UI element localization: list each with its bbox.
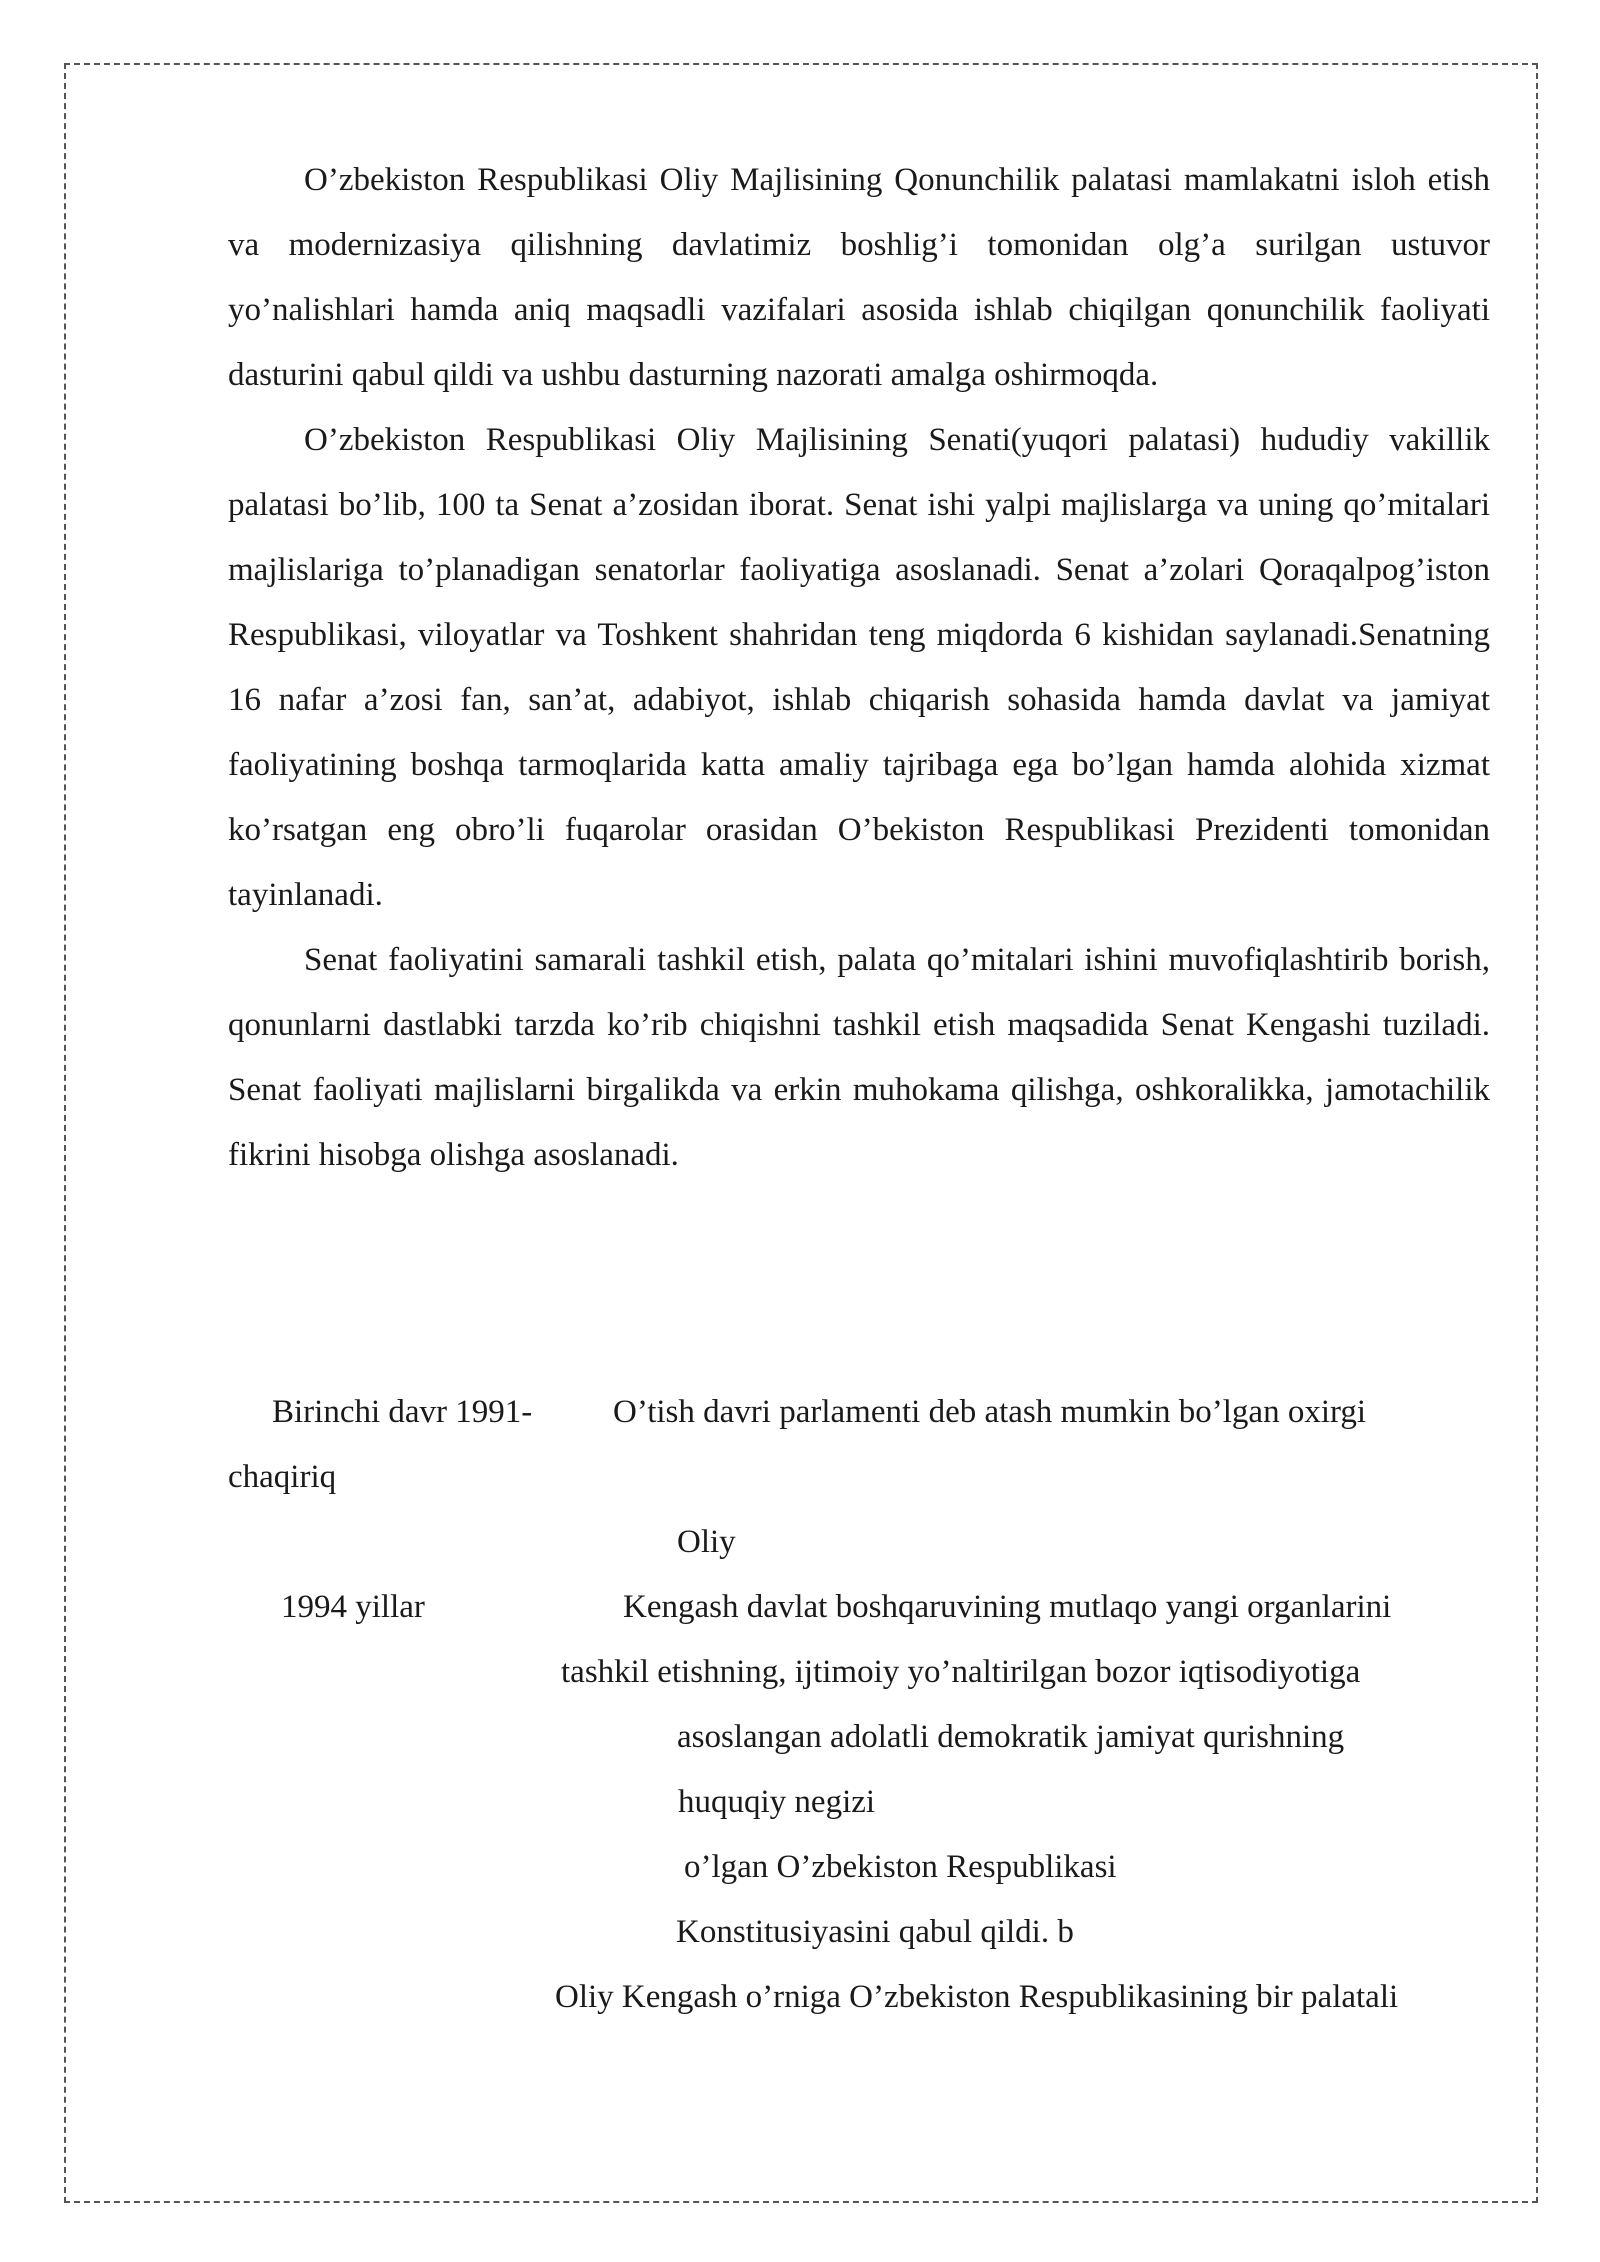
document-body [228, 148, 1490, 1188]
period-description-line: Kengash davlat boshqaruvining mutlaqo yangi organlarini [623, 1589, 1392, 1625]
period-years: 1994 yillar [281, 1589, 425, 1625]
period-label: Birinchi davr 1991- [272, 1394, 533, 1430]
paragraph-senat-kengashi: Senat faoliyatini samarali tashkil etish, palata qo’mitalari ishini muvofiqlashtirib borish, qonunlarni dastlabki tarzda ko’rib chiqishni tashkil etish maqsadida Senat Kengashi tuziladi. Senat faoliyati majlislarni birgalikda va erkin muhokama qilishga, oshkoralikka, jamotachilik fikrini hisobga olishga asoslanadi. [228, 942, 1490, 1173]
period-description-line: tashkil etishning, ijtimoiy yo’naltirilgan bozor iqtisodiyotiga [561, 1654, 1361, 1690]
period-label-continuation: chaqiriq [228, 1459, 337, 1495]
period-description-line: O’tish davri parlamenti deb atash mumkin bo’lgan oxirgi [613, 1394, 1367, 1430]
period-description-line: asoslangan adolatli demokratik jamiyat qurishning [677, 1719, 1345, 1755]
paragraph-senat-composition: O’zbekiston Respublikasi Oliy Majlisining Senati(yuqori palatasi) hududiy vakillik palatasi bo’lib, 100 ta Senat a’zosidan iborat. Senat ishi yalpi majlislarga va uning qo’mitalari majlislariga to’planadigan senatorlar faoliyatiga asoslanadi. Senat a’zolari Qoraqalpog’iston Respublikasi, viloyatlar va Toshkent shahridan teng miqdorda 6 kishidan saylanadi.Senatning 16 nafar a’zosi fan, san’at, adabiyot, ishlab chiqarish sohasida hamda davlat va jamiyat faoliyatining boshqa tarmoqlarida katta amaliy tajribaga ega bo’lgan hamda alohida xizmat ko’rsatgan eng obro’li fuqarolar orasidan O’bekiston Respublikasi Prezidenti tomonidan tayinlanadi. [228, 422, 1490, 913]
period-description-line: Oliy Kengash o’rniga O’zbekiston Respublikasining bir palatali [555, 1979, 1399, 2015]
period-description-line: o’lgan O’zbekiston Respublikasi [684, 1849, 1117, 1885]
period-description-line: Oliy [677, 1524, 736, 1560]
period-description-line: Konstitusiyasini qabul qildi. b [676, 1914, 1074, 1950]
period-description-line: huquqiy negizi [678, 1784, 876, 1820]
paragraph-qonunchilik-palatasi: O’zbekiston Respublikasi Oliy Majlisining Qonunchilik palatasi mamlakatni isloh etish va modernizasiya qilishning davlatimiz boshlig’i tomonidan olg’a surilgan ustuvor yo’nalishlari hamda aniq maqsadli vazifalari asosida ishlab chiqilgan qonunchilik faoliyati dasturini qabul qildi va ushbu dasturning nazorati amalga oshirmoqda. [228, 162, 1490, 393]
